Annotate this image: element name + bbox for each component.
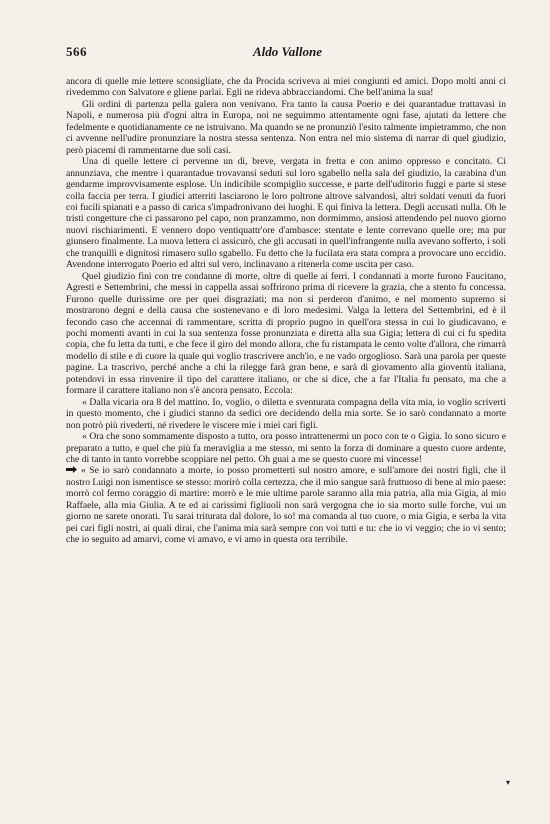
page-number: 566: [66, 44, 87, 59]
page-header: [66, 44, 506, 64]
quoted-paragraph: « Dalla vicaria ora 8 del mattino. Io, voglio, o diletta e sventurata compagna della vita mia, io voglio scriverti in questo momento, che i giudici stanno da sedici ore decidendo della mia sorte. Se io sarò condannato a morte non potrò più rivederti, né rivedere le viscere mie i miei cari figli.: [66, 396, 506, 431]
running-head: Aldo Vallone: [253, 44, 322, 59]
end-mark: ▾: [506, 778, 511, 787]
quoted-paragraph: « Ora che sono sommamente disposto a tutto, ora posso intrattenermi un poco con te o Gigia. Io sono sicuro e preparato a tutto, e quel che più fa meraviglia a me stesso, mi sento la forza di dominare a questo cuore ardente, che di tanto in tanto vorrebbe scoppiare nel petto. Oh guai a me se questo cuore mi vincesse!: [66, 431, 506, 465]
pointing-hand-icon: [66, 465, 78, 474]
paragraph: Una di quelle lettere ci pervenne un dì, breve, vergata in fretta e con animo oppresso e concitato. Ci annunziava, che mentre i quarantadue trovavansi seduti sul loro sgabello nella sala del giudizio, la carabina d'un gendarme improvvisamente esplose. Un indicibile scompiglio successe, e parte dell'uditorio fuggì e parte si stese colla faccia per terra. I giudici atterriti lasciarono le loro poltrone altrove salvandosi, altri soldati venuti da fuori coi fucili spianati e a passo di carica s'impadronivano dei luoghi. E qui finiva la lettera. Degli accusati nulla. Oh le tristi congetture che ci passarono pel capo, non pranzammo, non dormimmo, ansiosi attendendo pel nuovo giorno nuovi rischiarimenti. E vennero dopo ventiquattr'ore d'ambasce: stentate e lente correvano quelle ore; ma pur giunsero finalmente. La nuova lettera ci assicurò, che gli accusati in quell'infrangente nulla avevano sofferto, i soli che tranquilli e dignitosi rimasero sullo sgabello. Fu detto che la fucilata era stata compra a provocare uno eccidio. Avendone interrogato Poerio ed altri sul vero, inclinavano a ritenerla come uscita per caso.: [66, 156, 506, 271]
paragraph: ancora di quelle mie lettere sconsigliate, che da Procida scriveva ai miei congiunti ed amici. Dopo molti anni ci rivedemmo con Salvatore e gliene parlai. Egli ne rideva abbracciandomi. Che bell'anima la sua!: [66, 76, 506, 99]
paragraph: Gli ordini di partenza pella galera non venivano. Fra tanto la causa Poerio e dei quarantadue trattavasi in Napoli, e numerosa più d'ogni altra in Europa, noi ne seguimmo attentamente ogni fase, ajutati da lettere che fedelmente e quotidianamente ce ne istruivano. Ma quando se ne pronunziò l'esito talmente impietrammo, che non ci avvenne nell'udire pronunziare la nostra stessa sentenza. Non entra nel mio sistema di narrar di quel giudizio, però piacemi di rammentarne due soli casi.: [66, 98, 506, 156]
body-text: [66, 76, 506, 546]
quoted-paragraph-marked: [66, 465, 506, 545]
paragraph: Quel giudizio finì con tre condanne di morte, oltre di quelle ai ferri. I condannati a morte furono Faucitano, Agresti e Settembrini, che messi in cappella assai soffrirono prima di ricevere la grazia, che a stento fu concessa. Furono quelle durissime ore per quei disgraziati; ma non si perderon d'animo, e nel momento supremo si mostrarono degni e della causa che sostenevano e di loro medesimi. Valga la lettera del Settembrini, ed è il fecondo caso che accennai di rammentare, scritta di proprio pugno in quell'ora stessa in cui lo giudicavano, e pochi momenti avanti in cui la sua sentenza fosse pronunziata e diretta alla sua Gigia; lettera di cui ci fu spedita copia, che fu letta da tutti, e che fece il giro del mondo allora, che fu ristampata le cento volte d'allora, che rimarrà modello di stile e di cuore la quale qui voglio trascrivere anch'io, e ne vado orgoglioso. Sarà una parola per queste pagine. La trascrivo, perché anche a chi la rilegge farà gran bene, e sarà di giovamento alla gioventù italiana, potendovi in essa rinvenire il tipo del carattere italiano, or che si dice, che a far l'Italia fu pensato, ma che a formare il carattere italiano non s'è ancora pensato. Eccola:: [66, 270, 506, 397]
quoted-paragraph-text: « Se io sarò condannato a morte, io posso prometterti sul nostro amore, e sull'amore dei nostri figli, che il nostro Luigi non ismentisce se stesso: morirò colla certezza, che il mio sangue sarà fruttuoso di bene al mio paese: morrò col fermo coraggio di martire: morrò e le mie ultime parole saranno alla mia patria, alla mia Gigia, al mio Raffaele, alla mia Giulia. A te ed ai carissimi figliuoli non sarà vergogna che io sia morto sulle forche, vui un giorno ne sarete onorati. Tu sarai triturata dal dolore, lo so! ma comanda al tuo cuore, o mia Gigia, e serba la vita pei cari figli nostri, ai quali dirai, che l'anima mia sarà sempre con voi tutti e tu: che io vi veggio; che io vi sento; che io seguito ad amarvi, come vi amavo, e vi amo in questa ora terribile.: [66, 465, 506, 546]
